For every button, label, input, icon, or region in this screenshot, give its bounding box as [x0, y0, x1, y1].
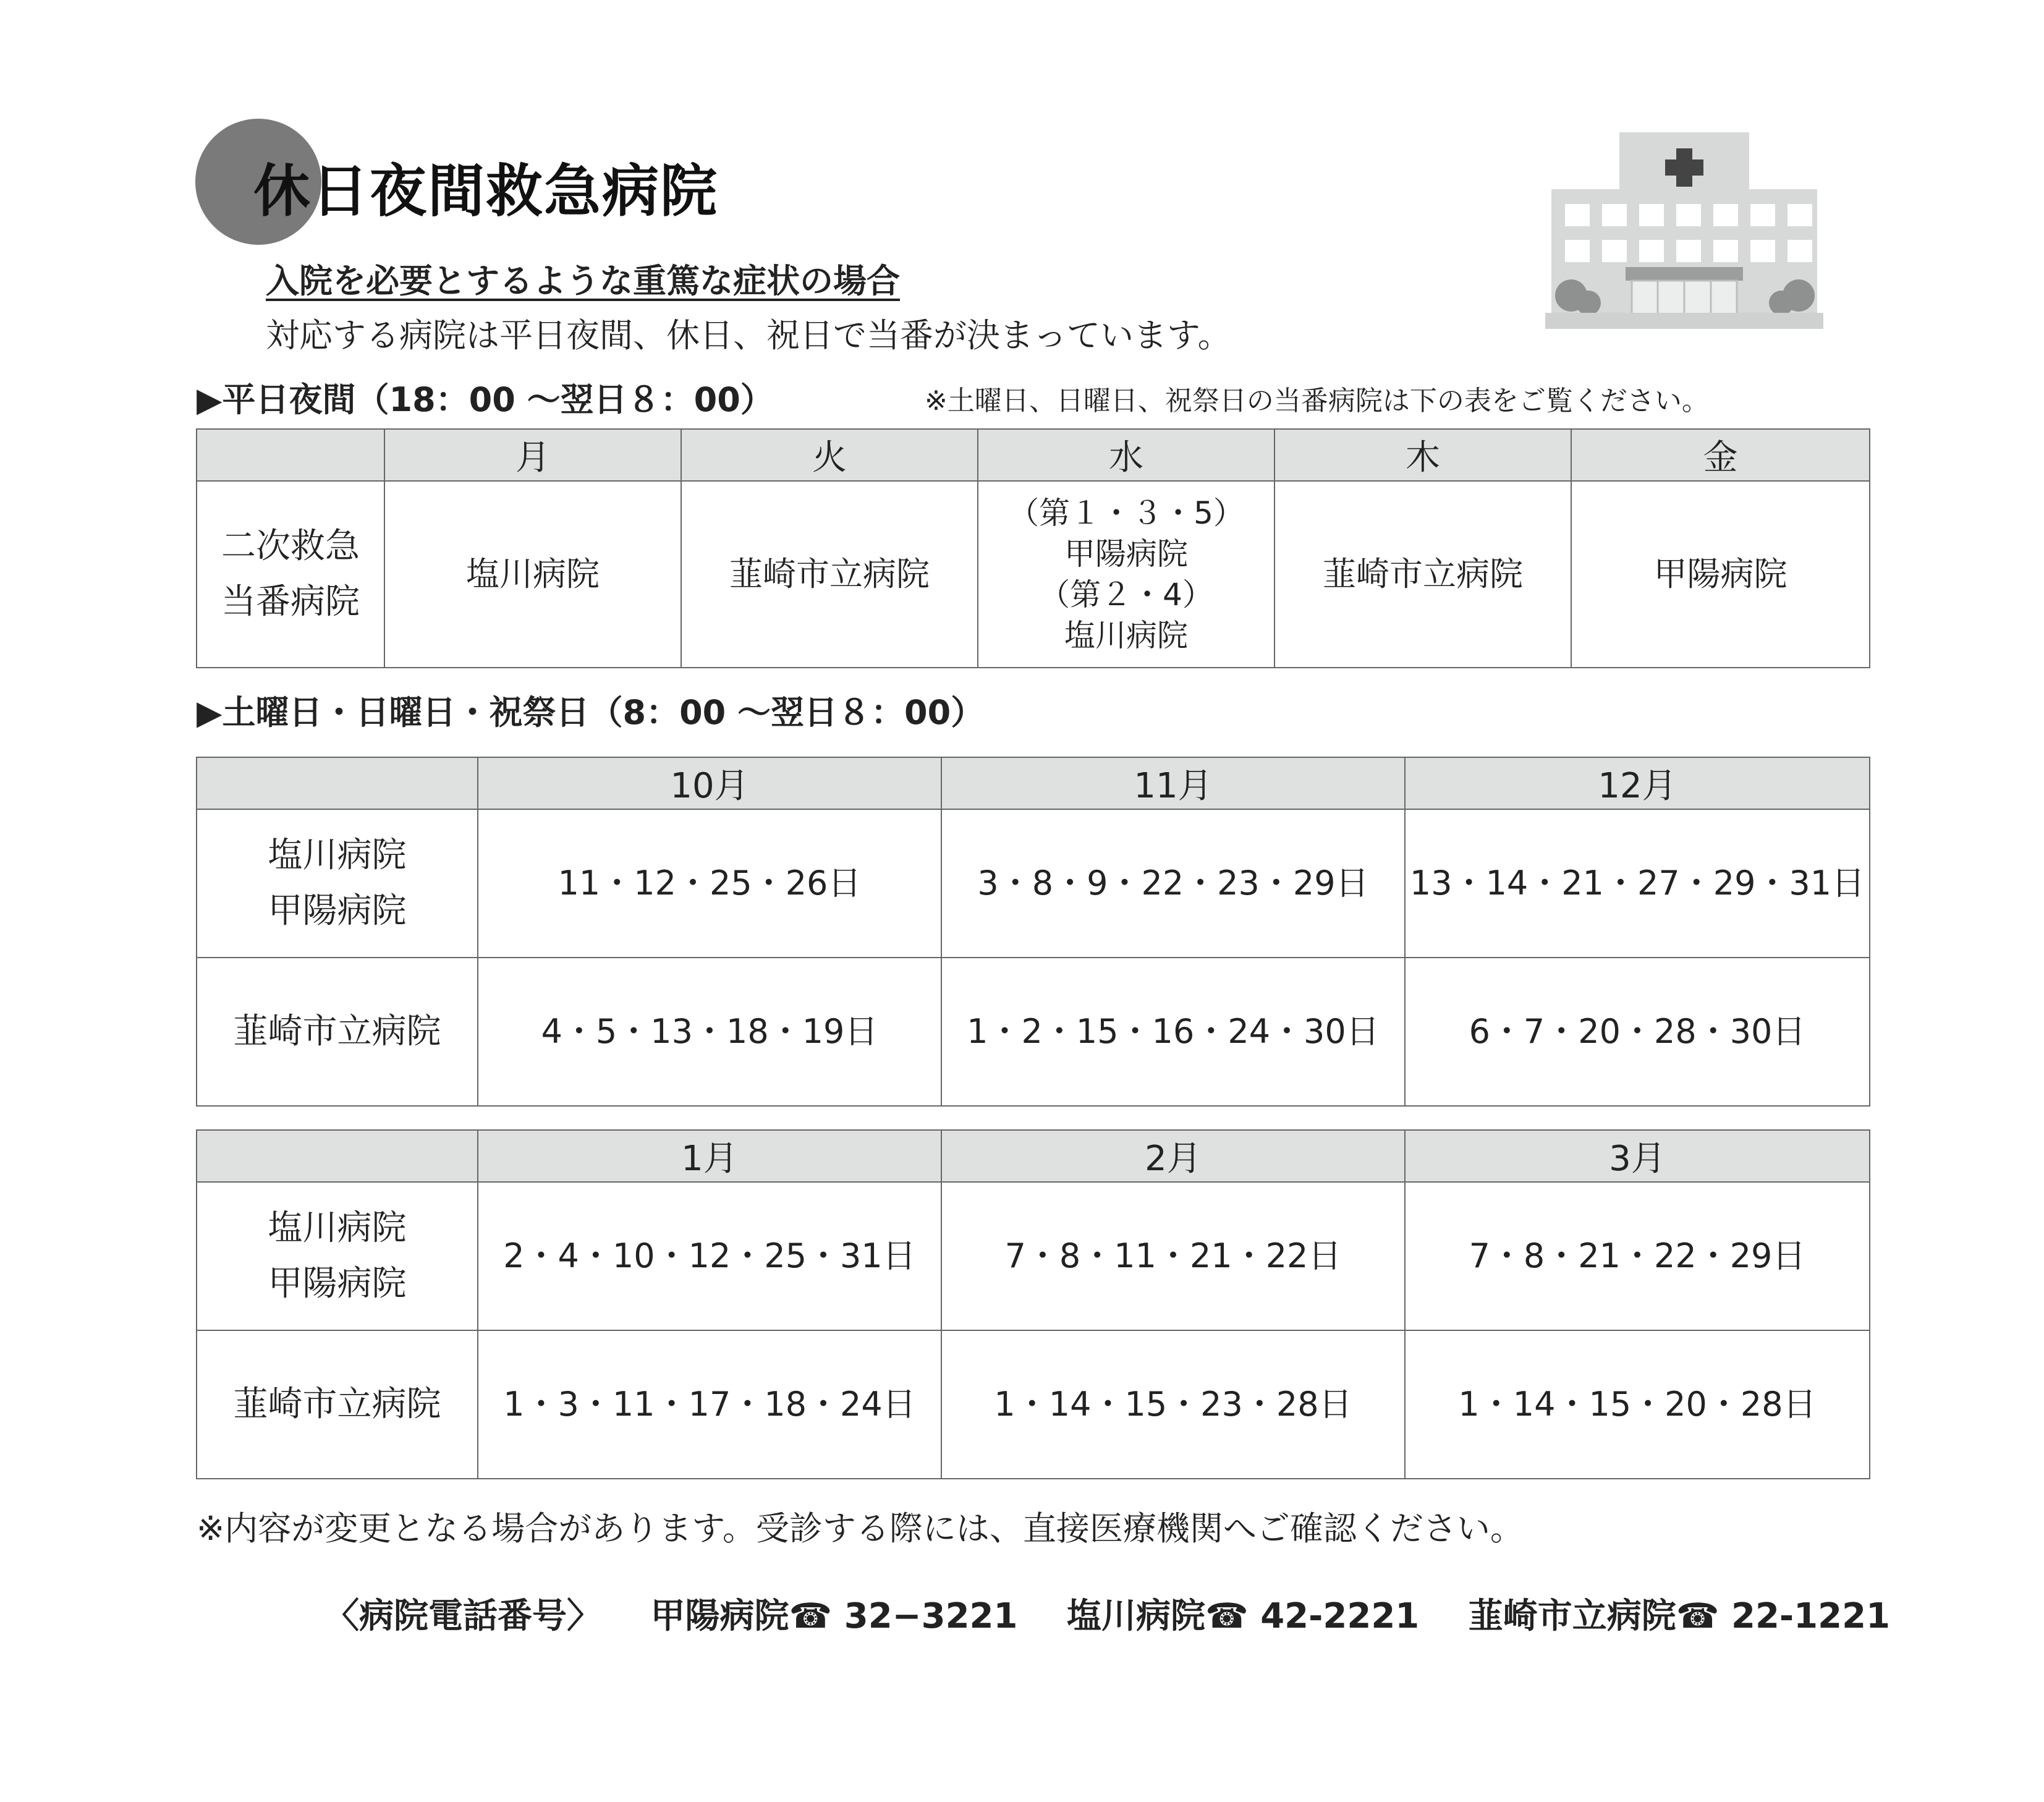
- phone-shiokawa: 塩川病院☎ 42-2221: [1066, 1596, 1420, 1636]
- phones-label: 〈病院電話番号〉: [324, 1596, 601, 1636]
- row-label-line: 甲陽病院: [268, 1264, 407, 1304]
- month-header: 10月: [478, 757, 941, 809]
- wed-line: 甲陽病院: [1064, 536, 1188, 572]
- schedule-cell: 4・5・13・18・19日: [478, 958, 941, 1106]
- hospital-phone-numbers: [324, 1589, 1890, 1638]
- schedule-cell: 7・8・11・21・22日: [941, 1182, 1405, 1330]
- row-label-line: 塩川病院: [268, 835, 407, 876]
- page-title: 休日夜間救急病院: [253, 158, 719, 224]
- duty-tue: 韮崎市立病院: [681, 481, 978, 668]
- schedule-cell: 11・12・25・26日: [478, 809, 941, 958]
- wed-line: （第２・4）: [1039, 577, 1213, 613]
- row-label-secondary-emergency: [197, 481, 384, 668]
- schedule-cell: 7・8・21・22・29日: [1405, 1182, 1870, 1330]
- weekday-duty-row: [197, 481, 1870, 668]
- schedule-cell: 1・14・15・23・28日: [941, 1330, 1405, 1479]
- row-label-line: 塩川病院: [268, 1208, 407, 1249]
- schedule-cell: 1・14・15・20・28日: [1405, 1330, 1870, 1479]
- month-header-row: [197, 1130, 1870, 1182]
- schedule-cell: 6・7・20・28・30日: [1405, 958, 1870, 1106]
- duty-fri: 甲陽病院: [1571, 481, 1870, 668]
- table-row: [197, 958, 1870, 1106]
- table-row: [197, 1330, 1870, 1479]
- weekend-table-oct-dec: [196, 757, 1870, 1107]
- month-header: 3月: [1405, 1130, 1870, 1182]
- month-header: 2月: [941, 1130, 1405, 1182]
- schedule-cell: 2・4・10・12・25・31日: [478, 1182, 941, 1330]
- month-header: 1月: [478, 1130, 941, 1182]
- schedule-cell: 1・3・11・17・18・24日: [478, 1330, 941, 1479]
- schedule-cell: 1・2・15・16・24・30日: [941, 958, 1405, 1106]
- month-header-row: [197, 757, 1870, 809]
- duty-wed: [978, 481, 1274, 668]
- schedule-cell: 3・8・9・22・23・29日: [941, 809, 1405, 958]
- row-label-line: 二次救急: [221, 526, 360, 567]
- hospital-building-icon: [1539, 130, 1830, 334]
- weekday-night-table: [196, 428, 1870, 668]
- day-thu: 木: [1274, 429, 1571, 481]
- phone-nirasaki: 韮崎市立病院☎ 22-1221: [1468, 1596, 1891, 1636]
- row-label-nirasaki: 韮崎市立病院: [197, 1330, 478, 1479]
- day-fri: 金: [1571, 429, 1870, 481]
- row-label-line: 当番病院: [221, 582, 360, 622]
- corner-cell: [197, 429, 384, 481]
- row-label-shiokawa-koyo: [197, 1182, 478, 1330]
- weekend-heading: ▶土曜日・日曜日・祝祭日（8：00 〜翌日８：00）: [197, 693, 985, 732]
- corner-cell: [197, 1130, 478, 1182]
- weekday-heading: ▶平日夜間（18：00 〜翌日８：00）: [197, 380, 774, 419]
- phone-koyo: 甲陽病院☎ 32−3221: [650, 1596, 1018, 1636]
- weekend-note: ※土曜日、日曜日、祝祭日の当番病院は下の表をご覧ください。: [925, 385, 1709, 417]
- subtitle: 入院を必要とするような重篤な症状の場合: [266, 261, 900, 300]
- wed-line: （第１・３・5）: [1008, 495, 1244, 531]
- row-label-line: 甲陽病院: [268, 891, 407, 931]
- change-notice: ※内容が変更となる場合があります。受診する際には、直接医療機関へご確認ください。: [197, 1509, 1524, 1548]
- day-mon: 月: [384, 429, 681, 481]
- schedule-cell: 13・14・21・27・29・31日: [1405, 809, 1870, 958]
- wed-line: 塩川病院: [1064, 618, 1188, 653]
- month-header: 12月: [1405, 757, 1870, 809]
- day-tue: 火: [681, 429, 978, 481]
- duty-thu: 韮崎市立病院: [1274, 481, 1571, 668]
- row-label-nirasaki: 韮崎市立病院: [197, 958, 478, 1106]
- day-wed: 水: [978, 429, 1274, 481]
- weekend-table-jan-mar: [196, 1129, 1870, 1479]
- month-header: 11月: [941, 757, 1405, 809]
- weekday-header-row: [197, 429, 1870, 481]
- table-row: [197, 1182, 1870, 1330]
- corner-cell: [197, 757, 478, 809]
- intro-text: 対応する病院は平日夜間、休日、祝日で当番が決まっています。: [266, 316, 1231, 355]
- row-label-shiokawa-koyo: [197, 809, 478, 958]
- table-row: [197, 809, 1870, 958]
- duty-mon: 塩川病院: [384, 481, 681, 668]
